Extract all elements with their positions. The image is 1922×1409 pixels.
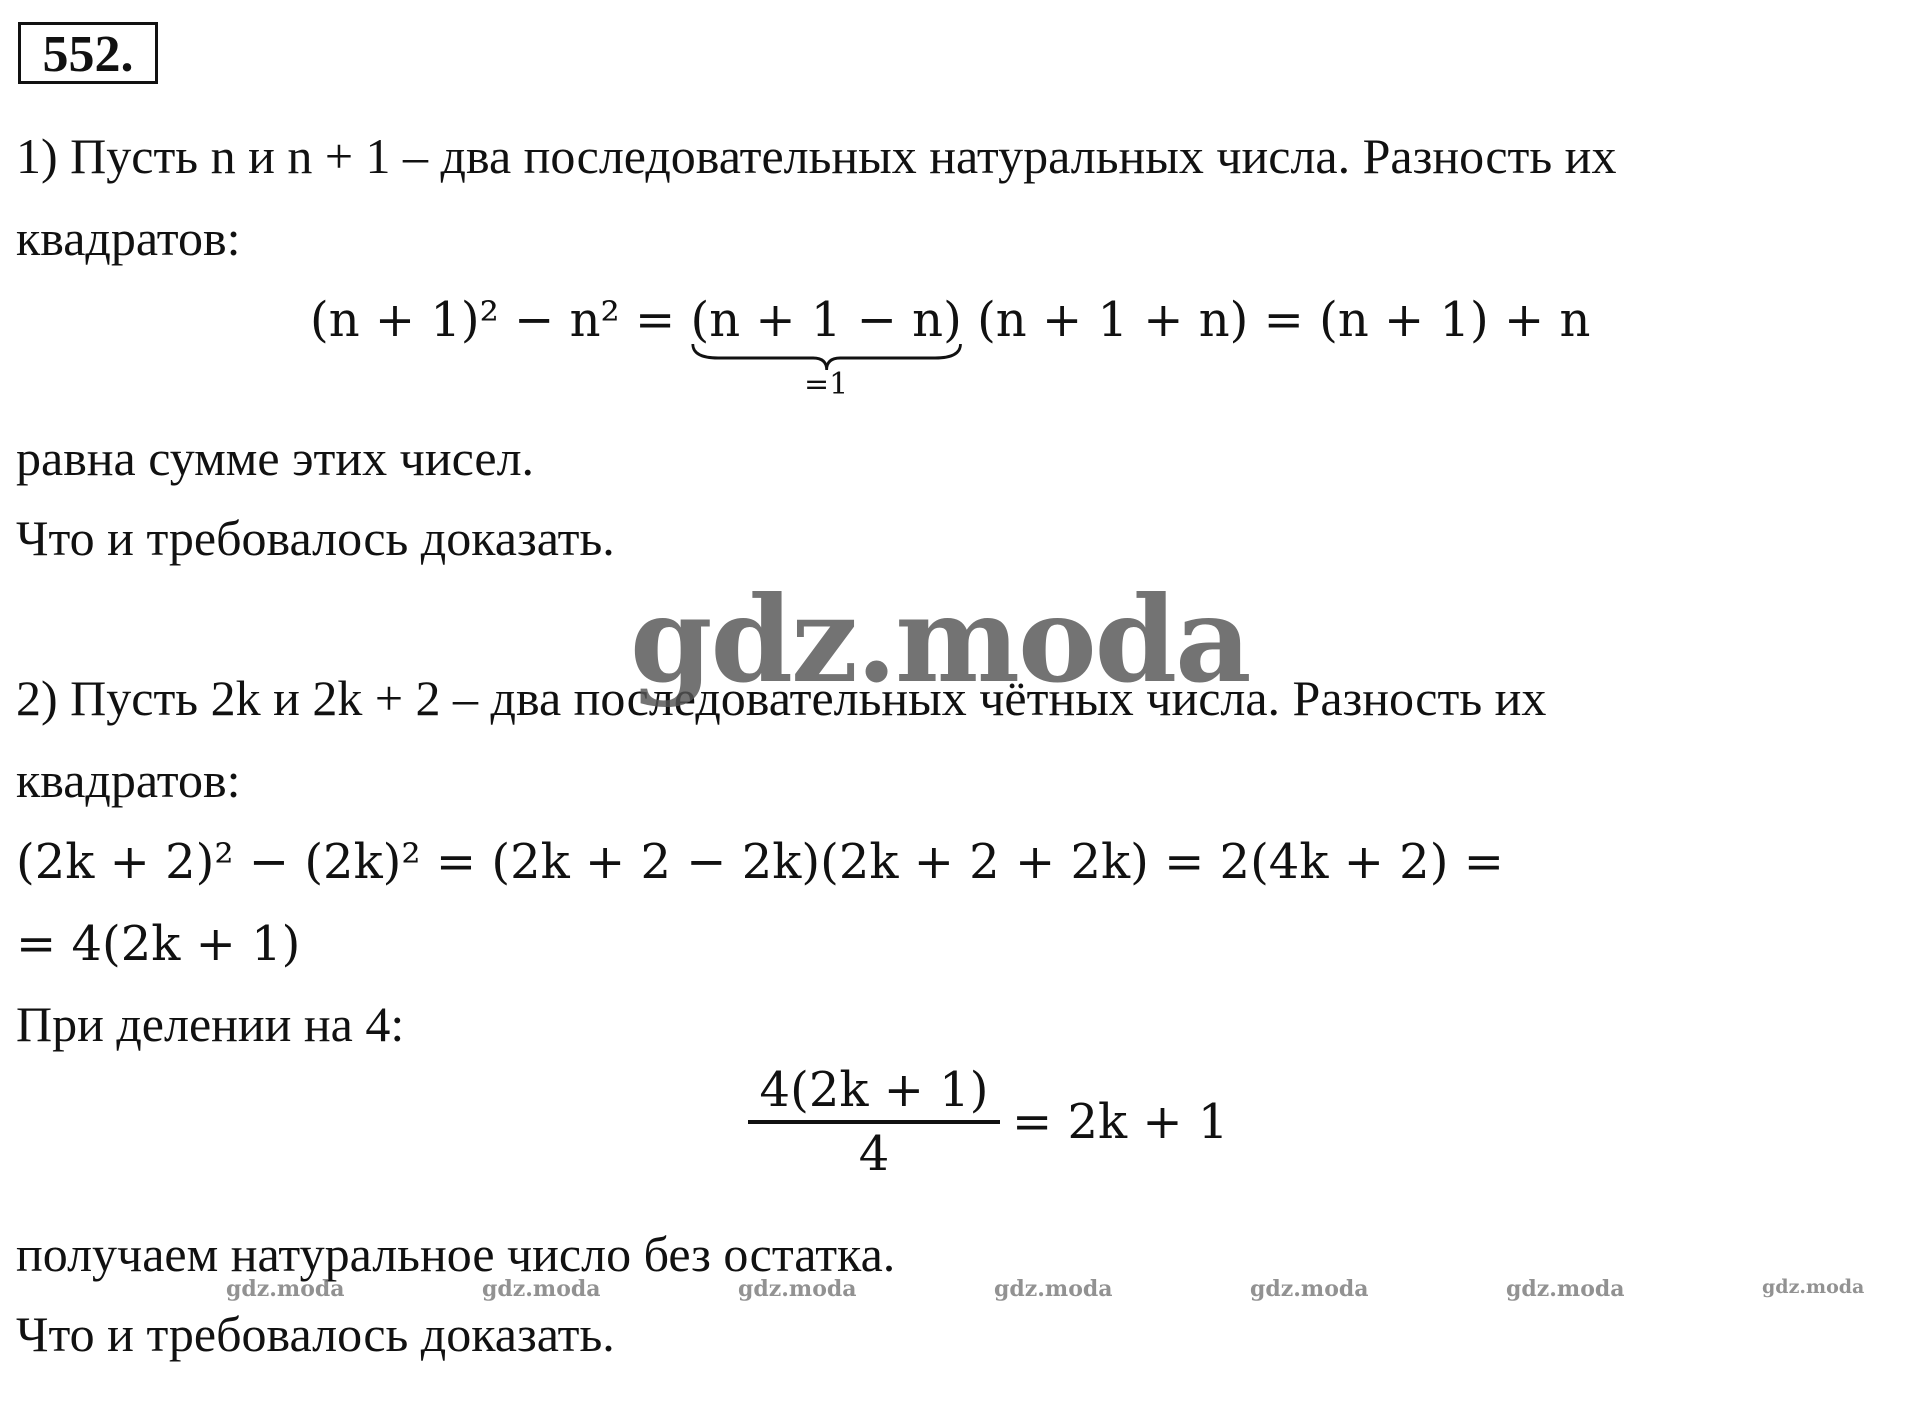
part1-formula-braced: (n + 1 − n)	[690, 292, 962, 348]
part2-line4: получаем натуральное число без остатка.	[16, 1226, 896, 1282]
problem-number: 552.	[18, 22, 158, 84]
part2-line5: Что и требовалось доказать.	[16, 1306, 615, 1362]
fraction-formula	[748, 1060, 1228, 1184]
fraction	[748, 1060, 1000, 1184]
part1-line1: 1) Пусть n и n + 1 – два последовательных натуральных числа. Разность их	[16, 128, 1617, 184]
small-watermark: gdz.moda	[482, 1276, 601, 1302]
part1-formula-lhs: (n + 1)² − n² =	[310, 292, 676, 348]
part1-line3: равна сумме этих чисел.	[16, 430, 535, 486]
small-watermark: gdz.moda	[1506, 1276, 1625, 1302]
part2-formula2: = 4(2k + 1)	[16, 916, 301, 972]
part2-line2: квадратов:	[16, 752, 241, 808]
small-watermark: gdz.moda	[1762, 1276, 1865, 1298]
fraction-denominator: 4	[858, 1126, 890, 1182]
part1-formula	[310, 292, 1591, 402]
part2-formula1: (2k + 2)² − (2k)² = (2k + 2 − 2k)(2k + 2 + 2k) = 2(4k + 2) =	[16, 834, 1504, 890]
part1-line4: Что и требовалось доказать.	[16, 510, 615, 566]
part1-line2: квадратов:	[16, 210, 241, 266]
small-watermark: gdz.moda	[738, 1276, 857, 1302]
part1-formula-rhs: (n + 1 + n) = (n + 1) + n	[977, 292, 1591, 348]
fraction-numerator: 4(2k + 1)	[759, 1062, 989, 1118]
small-watermark: gdz.moda	[1250, 1276, 1369, 1302]
brace-note: =1	[804, 367, 849, 402]
small-watermark: gdz.moda	[226, 1276, 345, 1302]
watermark-logo: gdz.moda	[630, 570, 1250, 709]
part2-line3: При делении на 4:	[16, 996, 405, 1052]
part2-line1: 2) Пусть 2k и 2k + 2 – два последовательных чётных числа. Разность их	[16, 670, 1547, 726]
small-watermark: gdz.moda	[994, 1276, 1113, 1302]
fraction-rhs: = 2k + 1	[1012, 1094, 1229, 1150]
part1-formula-braced-group	[690, 292, 962, 402]
